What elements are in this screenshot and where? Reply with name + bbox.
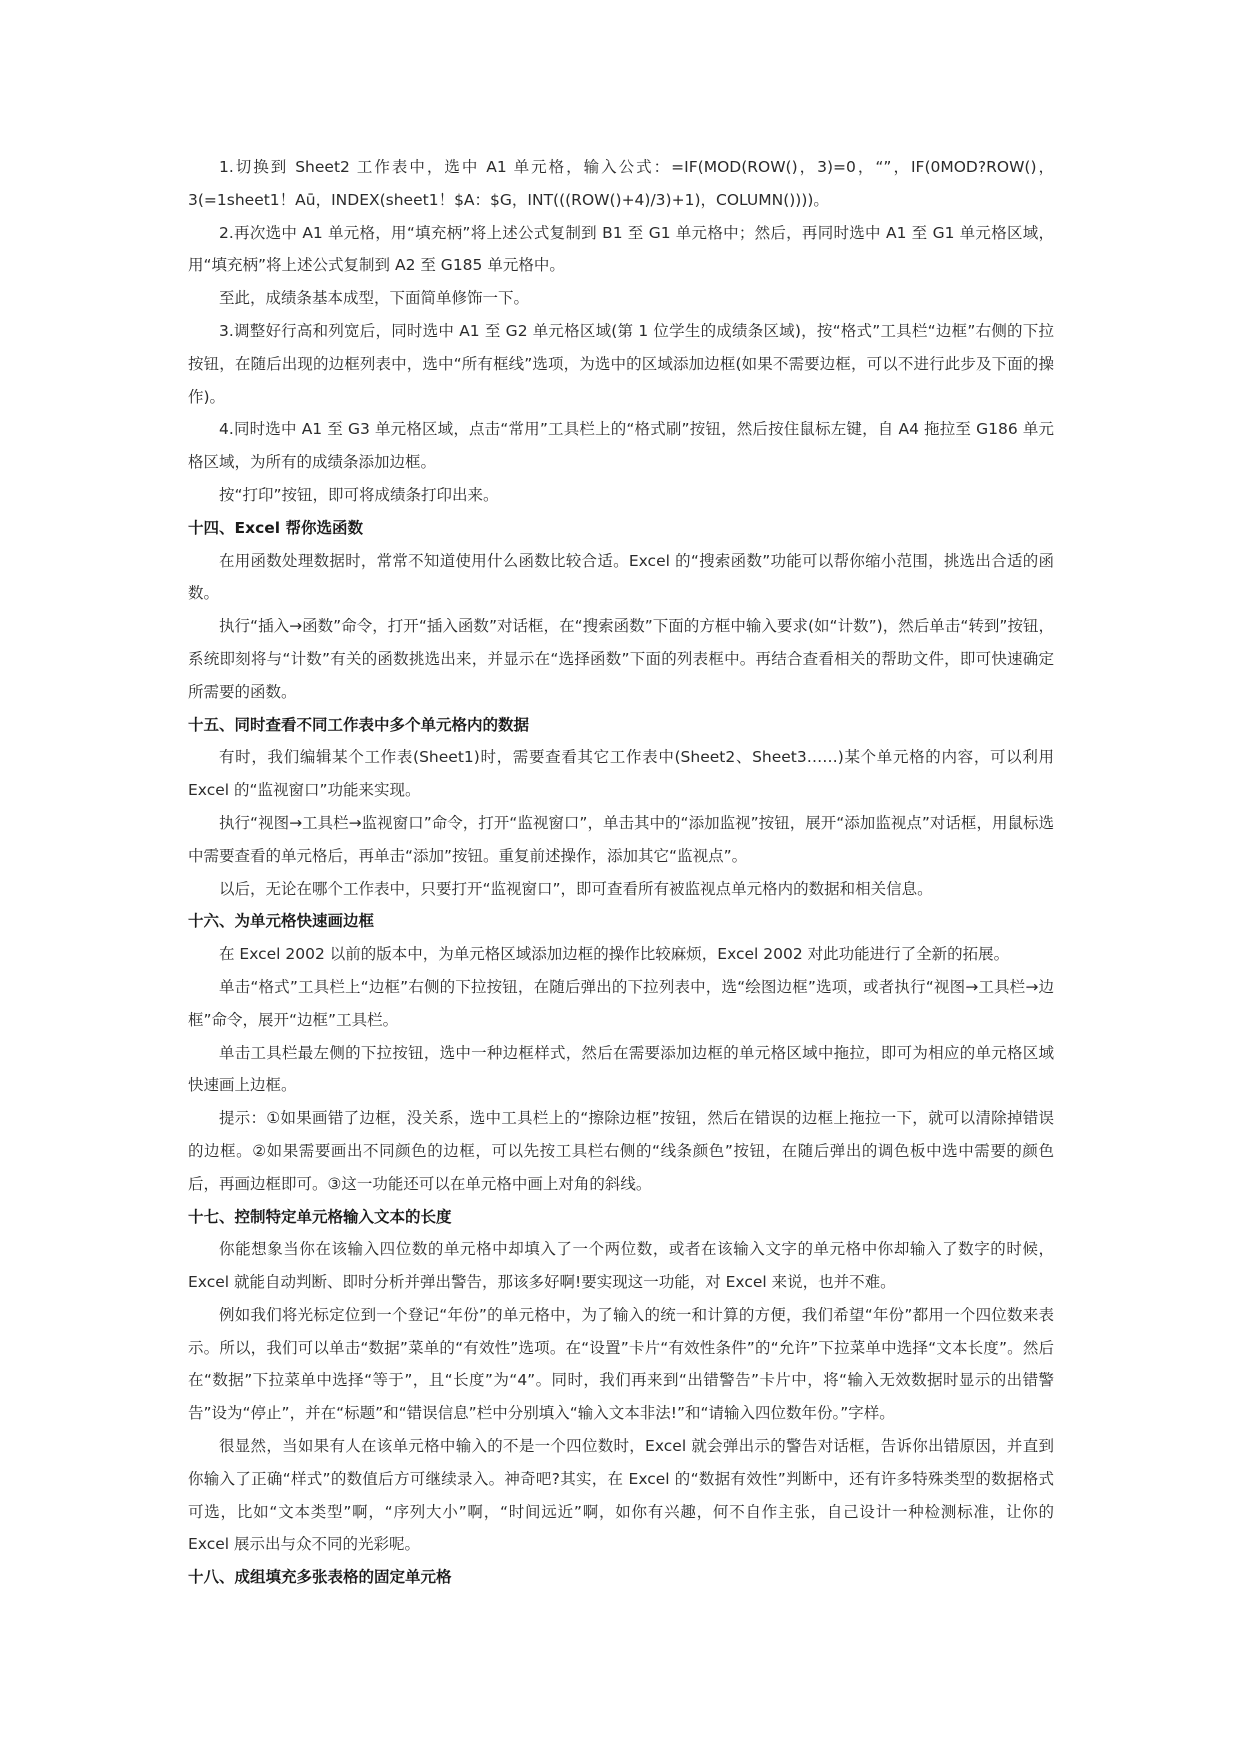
paragraph-step-4: 4.同时选中 A1 至 G3 单元格区域，点击“常用”工具栏上的“格式刷”按钮，然后按住鼠标左键，自 A4 拖拉至 G186 单元格区域，为所有的成绩条添加边框。 [188,420,1054,472]
paragraph-summary: 至此，成绩条基本成型，下面简单修饰一下。 [219,289,530,308]
paragraph-17-example: 例如我们将光标定位到一个登记“年份”的单元格中，为了输入的统一和计算的方便，我们希望“年份”都用一个四位数来表示。所以，我们可以单击“数据”菜单的“有效性”选项。在“设置”卡片“有效性条件”的“允许”下拉菜单中选择“文本长度”。然后在“数据”下拉菜单中选择“等于”，且“长度”为“4”。同时，我们再来到“出错警告”卡片中，将“输入无效数据时显示的出错警告”设为“停止”，并在“标题”和“错误信息”栏中分别填入“输入文本非法!”和“请输入四位数年份。”字样。 [188,1305,1054,1423]
paragraph-16-step-1: 单击“格式”工具栏上“边框”右侧的下拉按钮，在随后弹出的下拉列表中，选“绘图边框”选项，或者执行“视图→工具栏→边框”命令，展开“边框”工具栏。 [188,977,1054,1029]
section-heading-17: 十七、控制特定单元格输入文本的长度 [188,1207,452,1226]
paragraph-step-3: 3.调整好行高和列宽后，同时选中 A1 至 G2 单元格区域(第 1 位学生的成绩条区域)，按“格式”工具栏“边框”右侧的下拉按钮，在随后出现的边框列表中，选中“所有框线”选项，为选中的区域添加边框(如果不需要边框，可以不进行此步及下面的操作)。 [188,321,1054,406]
document-body [188,151,1054,1594]
paragraph-step-1: 1.切换到 Sheet2 工作表中，选中 A1 单元格，输入公式：=IF(MOD(ROW()，3)=0，“”，IF(0MOD?ROW()，3(=1sheet1！Aū，INDEX(sheet1！$A：$G，INT(((ROW()+4)/3)+1)，COLUMN())))。 [188,158,1054,209]
paragraph-15-intro: 有时，我们编辑某个工作表(Sheet1)时，需要查看其它工作表中(Sheet2、Sheet3……)某个单元格的内容，可以利用 Excel 的“监视窗口”功能来实现。 [188,748,1054,800]
paragraph-step-2: 2.再次选中 A1 单元格，用“填充柄”将上述公式复制到 B1 至 G1 单元格中；然后，再同时选中 A1 至 G1 单元格区域，用“填充柄”将上述公式复制到 A2 至 G185 单元格中。 [188,223,1054,275]
section-heading-14: 十四、Excel 帮你选函数 [188,518,363,537]
paragraph-14-intro: 在用函数处理数据时，常常不知道使用什么函数比较合适。Excel 的“搜索函数”功能可以帮你缩小范围，挑选出合适的函数。 [188,551,1054,603]
paragraph-14-steps: 执行“插入→函数”命令，打开“插入函数”对话框，在“搜索函数”下面的方框中输入要求(如“计数”)，然后单击“转到”按钮，系统即刻将与“计数”有关的函数挑选出来，并显示在“选择函数”下面的列表框中。再结合查看相关的帮助文件，即可快速确定所需要的函数。 [188,617,1054,701]
paragraph-16-step-2: 单击工具栏最左侧的下拉按钮，选中一种边框样式，然后在需要添加边框的单元格区域中拖拉，即可为相应的单元格区域快速画上边框。 [188,1043,1054,1095]
paragraph-print: 按“打印”按钮，即可将成绩条打印出来。 [219,485,499,504]
paragraph-16-intro: 在 Excel 2002 以前的版本中，为单元格区域添加边框的操作比较麻烦，Excel 2002 对此功能进行了全新的拓展。 [219,945,1010,964]
paragraph-15-steps: 执行“视图→工具栏→监视窗口”命令，打开“监视窗口”，单击其中的“添加监视”按钮，展开“添加监视点”对话框，用鼠标选中需要查看的单元格后，再单击“添加”按钮。重复前述操作，添加其它“监视点”。 [188,813,1054,865]
section-heading-15: 十五、同时查看不同工作表中多个单元格内的数据 [188,715,530,734]
section-heading-16: 十六、为单元格快速画边框 [188,912,375,931]
section-heading-18: 十八、成组填充多张表格的固定单元格 [188,1568,452,1587]
paragraph-17-result: 很显然，当如果有人在该单元格中输入的不是一个四位数时，Excel 就会弹出示的警告对话框，告诉你出错原因，并直到你输入了正确“样式”的数值后方可继续录入。神奇吧?其实，在 Excel 的“数据有效性”判断中，还有许多特殊类型的数据格式可选，比如“文本类型”啊，“序列大小”啊，“时间远近”啊，如你有兴趣，何不自作主张，自己设计一种检测标准，让你的 Excel 展示出与众不同的光彩呢。 [188,1437,1054,1554]
paragraph-17-intro: 你能想象当你在该输入四位数的单元格中却填入了一个两位数，或者在该输入文字的单元格中你却输入了数字的时候，Excel 就能自动判断、即时分析并弹出警告，那该多好啊!要实现这一功能，对 Excel 来说，也并不难。 [188,1240,1054,1292]
paragraph-16-tip: 提示：①如果画错了边框，没关系，选中工具栏上的“擦除边框”按钮，然后在错误的边框上拖拉一下，就可以清除掉错误的边框。②如果需要画出不同颜色的边框，可以先按工具栏右侧的“线条颜色”按钮，在随后弹出的调色板中选中需要的颜色后，再画边框即可。③这一功能还可以在单元格中画上对角的斜线。 [188,1109,1054,1193]
paragraph-15-result: 以后，无论在哪个工作表中，只要打开“监视窗口”，即可查看所有被监视点单元格内的数据和相关信息。 [219,879,933,898]
